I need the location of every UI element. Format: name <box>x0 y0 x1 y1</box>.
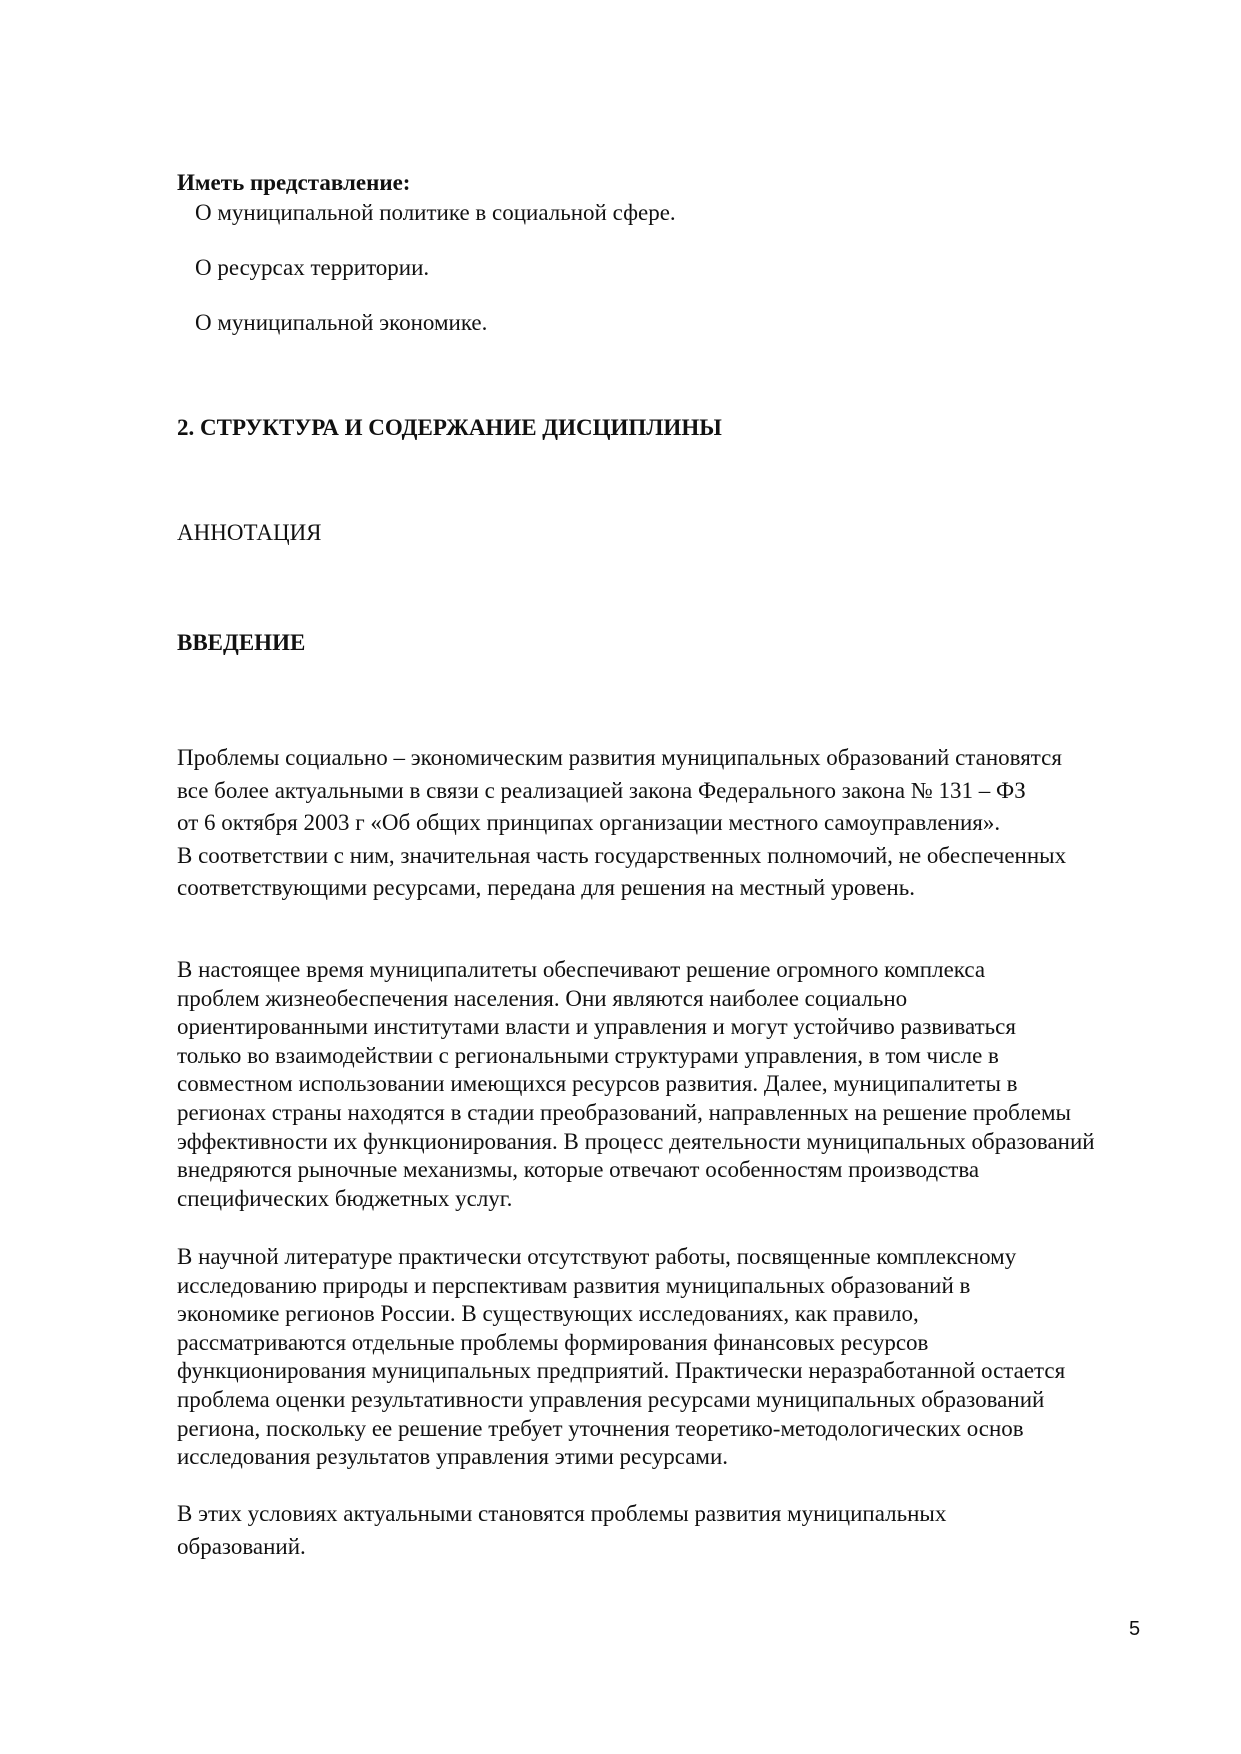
paragraph-line: исследования результатов управления этими ресурсами. <box>177 1444 729 1470</box>
paragraph-line: образований. <box>177 1533 306 1559</box>
paragraph-line: исследованию природы и перспективам развития муниципальных образований в <box>177 1272 971 1298</box>
paragraph-line: В настоящее время муниципалитеты обеспечивают решение огромного комплекса <box>177 957 986 982</box>
section-heading: 2. СТРУКТУРА И СОДЕРЖАНИЕ ДИСЦИПЛИНЫ <box>177 415 722 440</box>
paragraph-line: проблем жизнеобеспечения населения. Они являются наиболее социально <box>177 985 908 1011</box>
paragraph-line: функционирования муниципальных предприятий. Практически неразработанной остается <box>177 1358 1066 1384</box>
annotation-heading: АННОТАЦИЯ <box>177 520 322 545</box>
paragraph-line: Проблемы социально – экономическим развития муниципальных образований становятся <box>177 745 1062 770</box>
body-paragraph <box>177 956 1095 1213</box>
paragraph-line: рассматриваются отдельные проблемы формирования финансовых ресурсов <box>177 1329 929 1355</box>
represent-item: О ресурсах территории. <box>195 255 430 280</box>
body-paragraph <box>177 1243 1065 1472</box>
paragraph-line: В научной литературе практически отсутствуют работы, посвященные комплексному <box>177 1244 1017 1269</box>
paragraph-line: проблема оценки результативности управления ресурсами муниципальных образований <box>177 1386 1045 1412</box>
represent-item: О муниципальной экономике. <box>195 310 488 335</box>
paragraph-line: все более актуальными в связи с реализацией закона Федерального закона № 131 – ФЗ <box>177 777 1026 803</box>
paragraph-line: региона, поскольку ее решение требует уточнения теоретико-методологических основ <box>177 1415 1024 1441</box>
paragraph-line: совместном использовании имеющихся ресурсов развития. Далее, муниципалитеты в <box>177 1071 1018 1097</box>
intro-heading: ВВЕДЕНИЕ <box>177 630 306 655</box>
paragraph-line: внедряются рыночные механизмы, которые отвечают особенностям производства <box>177 1157 980 1183</box>
paragraph-line: эффективности их функционирования. В процесс деятельности муниципальных образований <box>177 1128 1095 1154</box>
intro-paragraph <box>177 742 1066 905</box>
paragraph-line: экономике регионов России. В существующих исследованиях, как правило, <box>177 1301 919 1327</box>
paragraph-line: специфических бюджетных услуг. <box>177 1185 513 1211</box>
body-paragraph <box>177 1498 946 1563</box>
paragraph-line: ориентированными институтами власти и управления и могут устойчиво развиваться <box>177 1014 1016 1040</box>
page-number: 5 <box>1129 1618 1141 1640</box>
paragraph-line: соответствующими ресурсами, передана для решения на местный уровень. <box>177 875 915 900</box>
paragraph-line: только во взаимодействии с региональными структурами управления, в том числе в <box>177 1042 999 1068</box>
represent-item: О муниципальной политике в социальной сфере. <box>195 200 676 225</box>
represent-heading: Иметь представление: <box>177 170 411 195</box>
paragraph-line: от 6 октября 2003 г «Об общих принципах организации местного самоуправления». <box>177 810 1001 835</box>
paragraph-line: регионах страны находятся в стадии преобразований, направленных на решение проблемы <box>177 1099 1072 1125</box>
paragraph-line: В этих условиях актуальными становятся проблемы развития муниципальных <box>177 1501 947 1526</box>
paragraph-line: В соответствии с ним, значительная часть государственных полномочий, не обеспеченных <box>177 842 1067 868</box>
